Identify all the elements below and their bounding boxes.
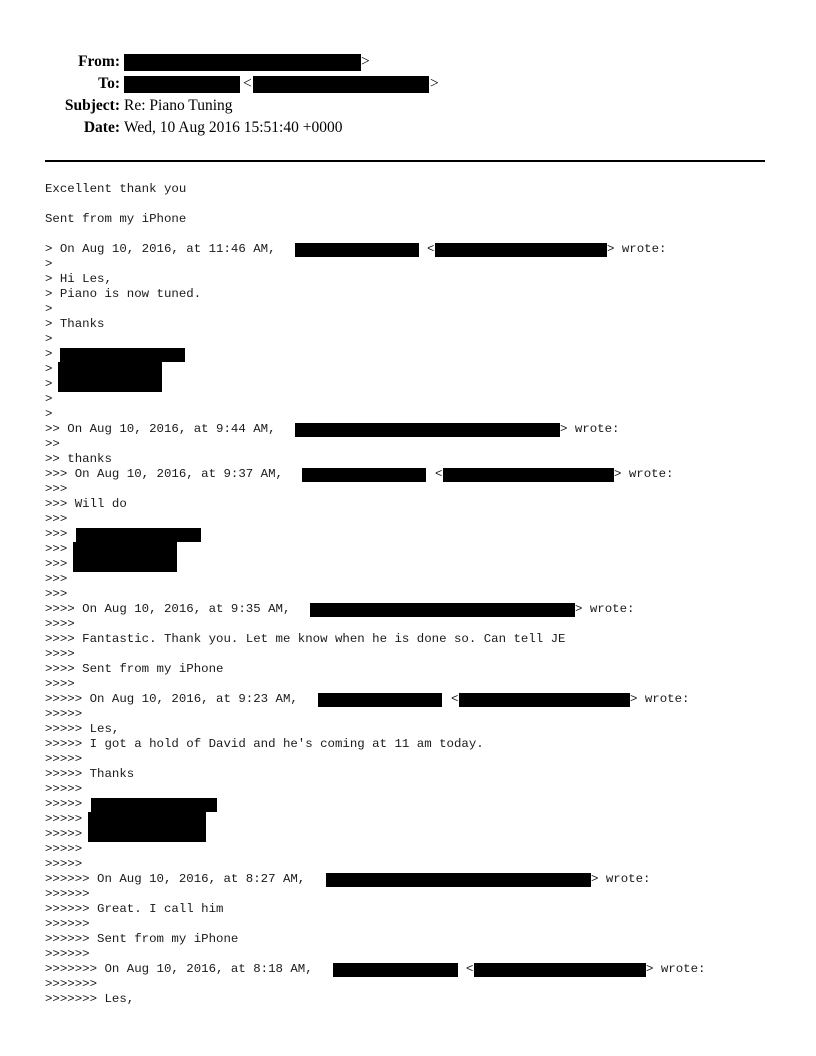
body-line: >>>>: [45, 617, 75, 631]
body-line: >>>: [45, 482, 68, 496]
wrote-suffix: > wrote:: [607, 242, 667, 256]
body-line: >>>>>>: [45, 947, 90, 961]
body-line: >: [45, 332, 53, 346]
body-line: > Thanks: [45, 317, 105, 331]
redaction-block: [76, 528, 201, 542]
wrote-suffix: > wrote:: [646, 962, 706, 976]
header-date-row: [0, 117, 816, 139]
to-label: To:: [98, 75, 120, 92]
header-to-row: [0, 73, 816, 95]
quote-marker: >: [45, 362, 53, 376]
attribution-text: >>>> On Aug 10, 2016, at 9:35 AM,: [45, 602, 291, 616]
body-line: >>>>>: [45, 782, 83, 796]
body-line: >>>>: [45, 647, 75, 661]
attribution-text: >>> On Aug 10, 2016, at 9:37 AM,: [45, 467, 283, 481]
redaction-block: [295, 243, 419, 257]
body-line: >>>>> I got a hold of David and he's coming at 11 am today.: [45, 737, 484, 751]
body-line: [45, 347, 566, 362]
wrote-suffix: > wrote:: [630, 692, 690, 706]
redaction-block: [302, 468, 426, 482]
to-bracket-open: <: [243, 75, 252, 92]
date-value: Wed, 10 Aug 2016 15:51:40 +0000: [124, 119, 343, 136]
body-line: >: [45, 392, 53, 406]
redaction-block: [253, 76, 429, 93]
bracket-open: <: [451, 692, 459, 706]
redaction-block: [435, 243, 607, 257]
body-line: >>>>>> Great. I call him: [45, 902, 224, 916]
attribution-text: >>>>> On Aug 10, 2016, at 9:23 AM,: [45, 692, 298, 706]
redaction-block: [326, 873, 591, 887]
body-line: >>>>> Thanks: [45, 767, 135, 781]
bracket-open: <: [435, 467, 443, 481]
body-line: >>>> Sent from my iPhone: [45, 662, 224, 676]
redaction-block: [91, 798, 217, 812]
body-line: >>>: [45, 587, 68, 601]
quote-attribution-line: [45, 962, 706, 977]
body-line: >>>: [45, 572, 68, 586]
quote-attribution-line: [45, 422, 620, 437]
body-line: [45, 362, 566, 377]
date-label: Date:: [83, 119, 120, 136]
body-line: >> thanks: [45, 452, 112, 466]
from-suffix: >: [361, 53, 370, 70]
body-line: >>>>>: [45, 827, 83, 841]
body-line: >>>>>> Sent from my iPhone: [45, 932, 239, 946]
header-divider: [45, 160, 765, 162]
to-bracket-close: >: [430, 75, 439, 92]
quote-marker: >>>: [45, 527, 68, 541]
redaction-block: [318, 693, 442, 707]
body-line: >>>>> Les,: [45, 722, 120, 736]
attribution-text: >>>>>> On Aug 10, 2016, at 8:27 AM,: [45, 872, 306, 886]
body-line: Sent from my iPhone: [45, 212, 187, 226]
quote-attribution-line: [45, 602, 635, 617]
subject-label: Subject:: [64, 97, 120, 114]
redaction-block: [60, 348, 185, 362]
body-line: >>>: [45, 512, 68, 526]
quote-attribution-line: [45, 467, 674, 482]
bracket-open: <: [466, 962, 474, 976]
body-line: >>>>>: [45, 842, 83, 856]
quote-attribution-line: [45, 872, 651, 887]
bracket-open: <: [427, 242, 435, 256]
body-line: [45, 542, 566, 557]
redaction-block: [474, 963, 646, 977]
body-line: [45, 197, 566, 212]
body-line: >: [45, 302, 53, 316]
body-line: >: [45, 377, 53, 391]
from-label: From:: [78, 53, 120, 70]
body-line: >>>>: [45, 677, 75, 691]
body-line: >>>>>: [45, 857, 83, 871]
body-line: >>>>>>> Les,: [45, 992, 135, 1006]
body-line: > Hi Les,: [45, 272, 112, 286]
body-line: [45, 797, 566, 812]
body-line: >>>>>>: [45, 917, 90, 931]
body-line: [45, 527, 566, 542]
body-line: >>>>>: [45, 752, 83, 766]
email-body: [45, 182, 706, 1007]
redaction-block: [310, 603, 575, 617]
body-line: >>> Will do: [45, 497, 127, 511]
attribution-text: >> On Aug 10, 2016, at 9:44 AM,: [45, 422, 276, 436]
quote-marker: >: [45, 347, 53, 361]
body-line: >: [45, 407, 53, 421]
body-line: >>>> Fantastic. Thank you. Let me know when he is done so. Can tell JE: [45, 632, 566, 646]
wrote-suffix: > wrote:: [560, 422, 620, 436]
wrote-suffix: > wrote:: [591, 872, 651, 886]
body-line: >>>>>>>: [45, 977, 98, 991]
quote-marker: >>>>>: [45, 797, 83, 811]
body-line: >>>>>>: [45, 887, 90, 901]
quote-attribution-line: [45, 692, 690, 707]
body-line: >>>: [45, 557, 68, 571]
body-line: >: [45, 257, 53, 271]
header-from-row: [0, 51, 816, 73]
body-line: Excellent thank you: [45, 182, 187, 196]
redaction-block: [443, 468, 614, 482]
redaction-block: [124, 76, 240, 93]
quote-marker: >>>>>: [45, 812, 83, 826]
redaction-block: [459, 693, 630, 707]
redaction-block: [295, 423, 560, 437]
header-subject-row: [0, 95, 816, 117]
quote-marker: >>>: [45, 542, 68, 556]
attribution-text: >>>>>>> On Aug 10, 2016, at 8:18 AM,: [45, 962, 313, 976]
attribution-text: > On Aug 10, 2016, at 11:46 AM,: [45, 242, 276, 256]
body-line: [45, 227, 566, 242]
body-line: > Piano is now tuned.: [45, 287, 202, 301]
redaction-block: [124, 54, 361, 71]
body-line: >>: [45, 437, 60, 451]
redaction-block: [333, 963, 458, 977]
body-line: [45, 812, 566, 827]
body-line: >>>>>: [45, 707, 83, 721]
quote-attribution-line: [45, 242, 667, 257]
subject-value: Re: Piano Tuning: [124, 97, 233, 114]
wrote-suffix: > wrote:: [575, 602, 635, 616]
wrote-suffix: > wrote:: [614, 467, 674, 481]
